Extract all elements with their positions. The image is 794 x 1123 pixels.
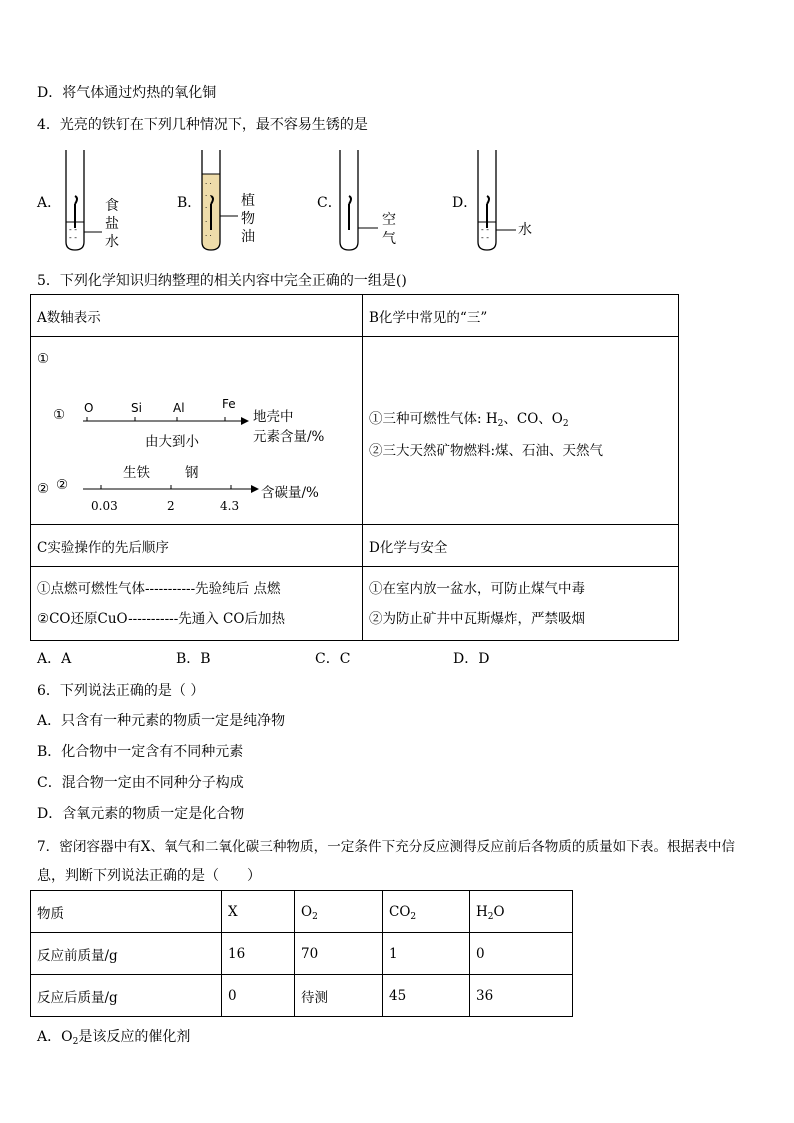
q7-row2-label: 反应后质量/g — [31, 975, 222, 1017]
q5-d-line-2: ②为防止矿井中瓦斯爆炸，严禁吸烟 — [369, 610, 585, 627]
q7-option-a: A．$O_2$是该反应的催化剂 — [37, 1029, 191, 1047]
q5-cell-a-head: A数轴表示 — [31, 295, 363, 337]
q5-cell-d-body — [363, 567, 679, 641]
q4-tube-d-water — [472, 146, 517, 256]
svg-text:- -: - - — [481, 225, 489, 234]
q6-option-c: C．混合物一定由不同种分子构成 — [37, 775, 244, 791]
q5-axis1-elem-o: O — [84, 401, 94, 415]
q5-axis1-arrow — [81, 415, 251, 427]
q4-tube-d-label: 水 — [518, 222, 532, 238]
q6-stem: 6．下列说法正确的是（ ） — [37, 683, 205, 699]
q5-cell-d-head: D化学与安全 — [363, 525, 679, 567]
q5-axis1-label-2: 元素含量/% — [253, 429, 325, 445]
q7-row1-co2: 1 — [383, 933, 470, 975]
svg-text:· ·: · · — [205, 180, 212, 188]
q5-option-c: C．C — [315, 651, 351, 667]
q4-tube-b-label-2: 物 — [241, 211, 255, 227]
svg-text:· ·: · · — [205, 192, 212, 200]
svg-text:· ·: · · — [205, 218, 212, 226]
q5-axis1-under-label: 由大到小 — [145, 434, 199, 450]
q5-cell-b-head: B化学中常见的“三” — [363, 295, 679, 337]
q4-option-a-letter: A． — [37, 195, 62, 211]
q5-c-line-2: ②CO还原CuO-----------先通入 CO后加热 — [37, 610, 285, 627]
q4-tube-c-air — [334, 146, 379, 256]
q5-cell-b-body — [363, 337, 679, 525]
q5-option-d: D．D — [453, 651, 490, 667]
q7-header-substance: 物质 — [31, 891, 222, 933]
q7-row2-o2: 待测 — [295, 975, 383, 1017]
svg-text:- -: - - — [69, 225, 77, 234]
q5-axis1-elem-al: Al — [173, 401, 185, 415]
q5-axis2-number-2: ② — [56, 477, 69, 493]
q4-tube-a-salt-water — [60, 146, 105, 256]
q5-d-line-1: ①在室内放一盆水，可防止煤气中毒 — [369, 580, 585, 597]
q5-cell-c-head: C实验操作的先后顺序 — [31, 525, 363, 567]
q5-axis2-tick-3: 4.3 — [220, 499, 240, 513]
q5-b-line-1: ①三种可燃性气体: $H_2$、CO、$O_2$ — [369, 411, 569, 429]
q7-header-co2: $CO_2$ — [383, 891, 470, 933]
q4-tube-c-label-1: 空 — [382, 212, 396, 228]
q4-tube-b-label-1: 植 — [241, 193, 255, 209]
q5-axis1-elem-fe: Fe — [222, 397, 236, 411]
q7-stem-line-1: 7．密闭容器中有X、氧气和二氧化碳三种物质，一定条件下充分反应测得反应前后各物质的质量如下表。根据表中信 — [37, 839, 736, 855]
q5-axis2-top-steel: 钢 — [185, 465, 199, 481]
q7-row2-h2o: 36 — [470, 975, 573, 1017]
q7-header-h2o: $H_2O$ — [470, 891, 573, 933]
q5-axis1-elem-si: Si — [131, 401, 142, 415]
q5-axis1-label-1: 地壳中 — [253, 409, 294, 425]
q4-tube-a-label-1: 食 — [105, 198, 119, 214]
q5-table — [30, 294, 679, 641]
q5-axis2-top-pig-iron: 生铁 — [123, 465, 150, 481]
q7-stem-line-2: 息，判断下列说法正确的是（ ） — [37, 868, 261, 884]
svg-text:· ·: · · — [205, 204, 212, 212]
q5-axis2-tick-1: 0.03 — [91, 499, 118, 513]
q7-row1-h2o: 0 — [470, 933, 573, 975]
q5-axis2-number-1: ② — [37, 481, 50, 497]
q6-option-b: B．化合物中一定含有不同种元素 — [37, 744, 244, 760]
q7-row1-x: 16 — [222, 933, 295, 975]
q5-option-a: A．A — [37, 651, 72, 667]
svg-text:- -: - - — [69, 233, 77, 242]
q4-option-c-letter: C． — [317, 195, 342, 211]
q4-tube-a-label-3: 水 — [105, 234, 119, 250]
q5-a-mark: ① — [37, 351, 50, 367]
q4-option-d-letter: D． — [452, 195, 478, 211]
svg-text:· ·: · · — [205, 232, 212, 240]
svg-text:- -: - - — [481, 233, 489, 242]
q6-option-a: A．只含有一种元素的物质一定是纯净物 — [37, 713, 286, 729]
q5-stem: 5．下列化学知识归纳整理的相关内容中完全正确的一组是() — [37, 273, 407, 289]
q5-axis2-arrow — [81, 483, 261, 495]
q4-tube-a-label-2: 盐 — [105, 216, 119, 232]
q7-header-x: X — [222, 891, 295, 933]
q7-row1-o2: 70 — [295, 933, 383, 975]
q4-stem: 4．光亮的铁钉在下列几种情况下，最不容易生锈的是 — [37, 117, 368, 133]
q5-axis2-tick-2: 2 — [167, 499, 175, 513]
q6-option-d: D．含氧元素的物质一定是化合物 — [37, 806, 245, 822]
q5-option-b: B．B — [176, 651, 211, 667]
q4-tube-b-vegetable-oil — [196, 146, 241, 256]
q7-row2-co2: 45 — [383, 975, 470, 1017]
q5-axis2-label: 含碳量/% — [261, 485, 319, 501]
q4-option-b-letter: B． — [177, 195, 202, 211]
q5-axis1-number: ① — [53, 407, 66, 423]
q5-cell-c-body — [31, 567, 363, 641]
q5-c-line-1: ①点燃可燃性气体-----------先验纯后 点燃 — [37, 580, 281, 597]
q4-tube-b-label-3: 油 — [241, 229, 255, 245]
q5-cell-a-body — [31, 337, 363, 525]
q7-table — [30, 890, 573, 1017]
q7-header-o2: $O_2$ — [295, 891, 383, 933]
q5-b-line-2: ②三大天然矿物燃料:煤、石油、天然气 — [369, 443, 604, 459]
q4-tube-c-label-2: 气 — [382, 231, 396, 247]
q7-row2-x: 0 — [222, 975, 295, 1017]
q7-row1-label: 反应前质量/g — [31, 933, 222, 975]
q3-option-d: D．将气体通过灼热的氧化铜 — [37, 85, 217, 101]
